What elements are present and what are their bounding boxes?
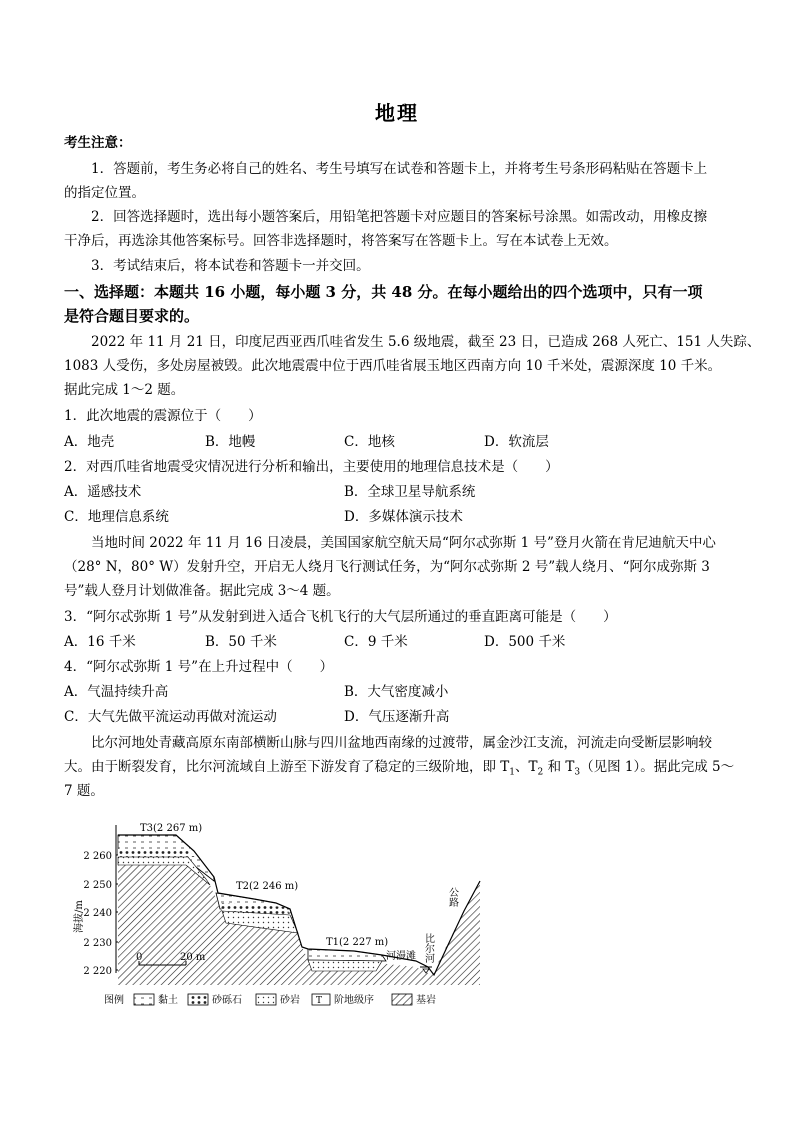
y-tick-label: 2 230 [83, 938, 112, 949]
question-4-option-a: A．气温持续升高 [64, 684, 169, 700]
notice-item-3: 3．考试结束后，将本试卷和答题卡一并交回。 [91, 258, 370, 274]
question-2-option-d: D．多媒体演示技术 [344, 509, 463, 525]
legend-gravel-swatch [188, 994, 208, 1005]
legend-sandstone-swatch [256, 994, 276, 1005]
question-1-stem: 1．此次地震的震源位于（ ） [64, 408, 262, 424]
section-heading-a: 一、选择题：本题共 16 小题，每小题 3 分，共 48 分。在每小题给出的四个选项中，只有一项 [64, 283, 703, 301]
question-1-option-c: C．地核 [344, 434, 395, 450]
passage3-line3: 7 题。 [64, 783, 104, 799]
question-4-option-d: D．气压逐渐升高 [344, 709, 450, 725]
passage3-line1: 比尔河地处青藏高原东南部横断山脉与四川盆地西南缘的过渡带，属金沙江支流，河流走向受断层影响较 [91, 735, 712, 751]
t1-sandstone-layer [308, 960, 382, 971]
passage1-line1: 2022 年 11 月 21 日，印度尼西亚西爪哇省发生 5.6 级地震，截至 23 日，已造成 268 人死亡、151 人失踪、 [91, 334, 761, 350]
notice-item-1b: 的指定位置。 [64, 185, 145, 201]
question-2-option-b: B．全球卫星导航系统 [344, 484, 476, 500]
y-tick-label: 2 220 [83, 966, 112, 977]
question-4-stem: 4．“阿尔忒弥斯 1 号”在上升过程中（ ） [64, 659, 334, 675]
legend-gravel-label: 砂砾石 [212, 995, 242, 1006]
question-4-option-b: B．大气密度减小 [344, 684, 449, 700]
passage2-line1: 当地时间 2022 年 11 月 16 日凌晨，美国国家航空航天局“阿尔忒弥斯 1 号”登月火箭在肯尼迪航天中心 [91, 535, 716, 551]
passage2-line3: 号”载人登月计划做准备。据此完成 3～4 题。 [64, 583, 340, 599]
question-2-option-c: C．地理信息系统 [64, 509, 169, 525]
scale-start-label: 0 [136, 952, 143, 963]
legend-sandstone-label: 砂岩 [280, 995, 300, 1006]
notice-heading: 考生注意： [64, 135, 132, 151]
floodplain-label: 河漫滩 [386, 951, 416, 962]
question-3-option-d: D．500 千米 [484, 634, 566, 650]
y-axis-label: 海拔/m [74, 900, 85, 933]
legend-title: 图例 [104, 995, 124, 1006]
notice-item-1a: 1．答题前，考生务必将自己的姓名、考生号填写在试卷和答题卡上，并将考生号条形码粘贴在答题卡上 [91, 161, 708, 177]
legend-clay-label: 黏土 [158, 995, 178, 1006]
y-tick-label: 2 260 [83, 851, 112, 862]
legend-bedrock-label: 基岩 [416, 995, 436, 1006]
passage1-line3: 据此完成 1～2 题。 [64, 382, 185, 398]
question-3-option-c: C．9 千米 [344, 634, 408, 650]
question-3-option-b: B．50 千米 [205, 634, 277, 650]
y-tick-label: 2 240 [83, 908, 112, 919]
question-2-option-a: A．遥感技术 [64, 484, 142, 500]
t2-label: T2(2 246 m) [236, 881, 299, 892]
question-2-stem: 2．对西爪哇省地震受灾情况进行分析和输出，主要使用的地理信息技术是（ ） [64, 459, 559, 475]
passage3-line2: 大。由于断裂发育，比尔河流域自上游至下游发育了稳定的三级阶地，即 $T_1$、$T_2$ 和 $T_3$（见图 1）。据此完成 5～ [64, 759, 735, 778]
question-1-option-d: D．软流层 [484, 434, 549, 450]
road-label: 公路 [446, 887, 458, 907]
terrace-cross-section-figure [76, 815, 480, 1011]
t3-label: T3(2 267 m) [140, 823, 203, 834]
section-heading-b: 是符合题目要求的。 [64, 307, 200, 325]
question-3-option-a: A．16 千米 [64, 634, 136, 650]
scale-end-label: 20 m [180, 952, 206, 963]
legend-bedrock-swatch [392, 994, 412, 1005]
legend-clay-swatch [134, 994, 154, 1005]
t1-label: T1(2 227 m) [326, 937, 389, 948]
page-title: 地理 [375, 101, 419, 125]
t3-gravel-layer [118, 849, 196, 857]
question-3-stem: 3．“阿尔忒弥斯 1 号”从发射到进入适合飞机飞行的大气层所通过的垂直距离可能是（ ） [64, 609, 617, 625]
question-1-option-a: A．地壳 [64, 434, 115, 450]
notice-item-2a: 2．回答选择题时，选出每小题答案后，用铅笔把答题卡对应题目的答案标号涂黑。如需改动，用橡皮擦 [91, 209, 708, 225]
y-tick-label: 2 250 [83, 880, 112, 891]
legend-terrace-symbol: T [316, 996, 323, 1006]
passage2-line2: （28° N，80° W）发射升空，开启无人绕月飞行测试任务，为“阿尔忒弥斯 2 号”载人绕月、“阿尔成弥斯 3 [64, 559, 710, 575]
passage1-line2: 1083 人受伤，多处房屋被毁。此次地震震中位于西爪哇省展玉地区西南方向 10 千米处，震源深度 10 千米。 [64, 358, 722, 374]
river-label: 比尔河 [422, 933, 434, 963]
question-4-option-c: C．大气先做平流运动再做对流运动 [64, 709, 277, 725]
legend-terrace-label: 阶地级序 [334, 995, 374, 1006]
question-1-option-b: B．地幔 [205, 434, 256, 450]
notice-item-2b: 干净后，再选涂其他答案标号。回答非选择题时，将答案写在答题卡上。写在本试卷上无效。 [64, 233, 618, 249]
